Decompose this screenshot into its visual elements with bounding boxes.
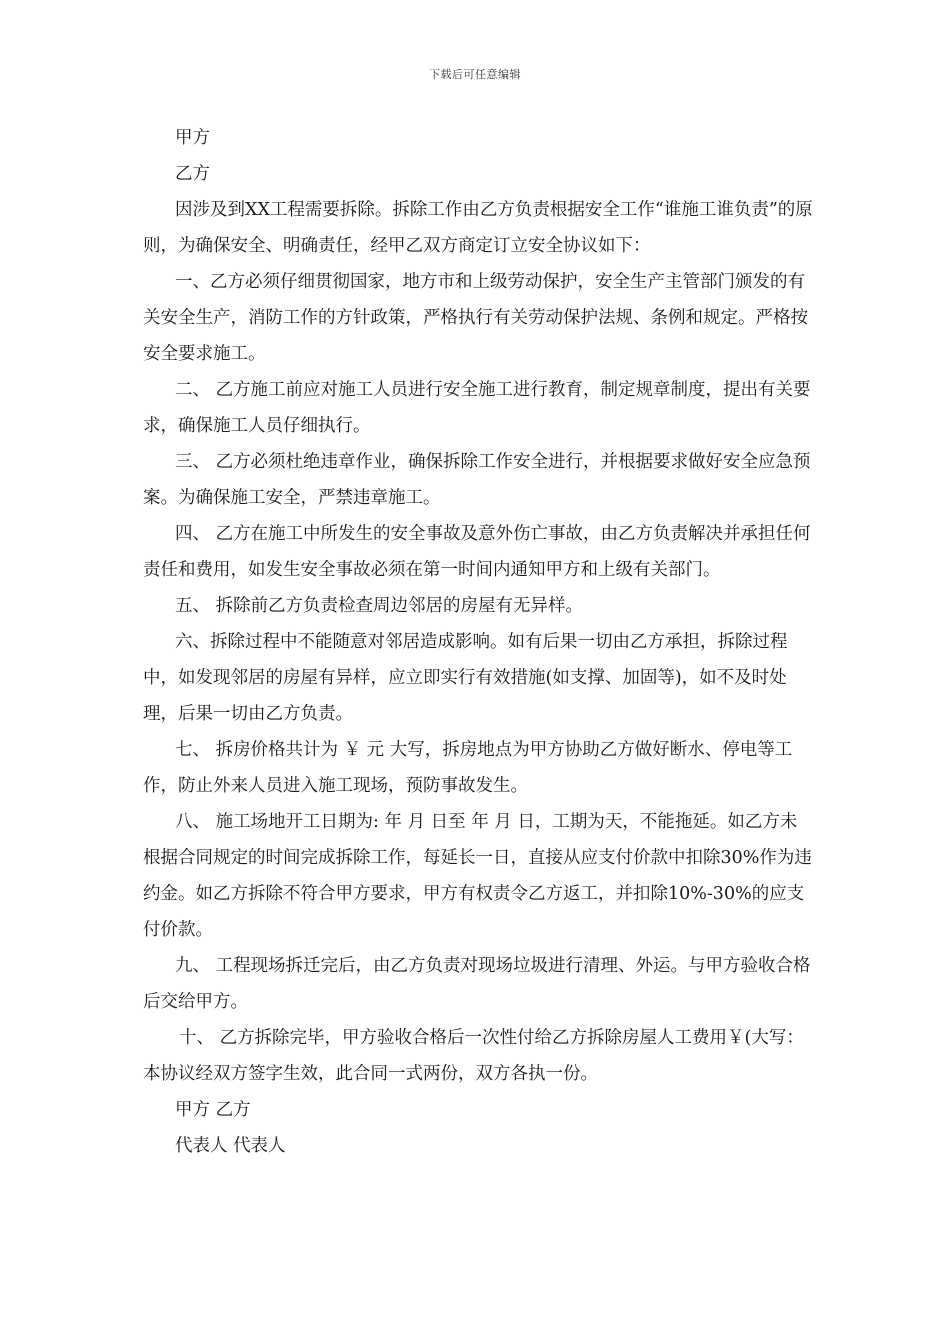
page-header: 下载后可任意编辑 xyxy=(429,68,521,81)
clause-4: 四、 乙方在施工中所发生的安全事故及意外伤亡事故，由乙方负责解决并承担任何责任和费用，如发生安全事故必须在第一时间内通知甲方和上级有关部门。 xyxy=(143,524,811,580)
clause-7: 七、 拆房价格共计为 ￥ 元 大写，拆房地点为甲方协助乙方做好断水、停电等工作，防止外来人员进入施工现场，预防事故发生。 xyxy=(143,740,793,796)
clause-5: 五、 拆除前乙方负责检查周边邻居的房屋有无异样。 xyxy=(175,596,584,616)
agreement-body xyxy=(143,120,813,1164)
clause-10: 十、 乙方拆除完毕，甲方验收合格后一次性付给乙方拆除房屋人工费用￥(大写：本协议经双方签字生效，此合同一式两份，双方各执一份。 xyxy=(143,1028,804,1084)
party-b-label: 乙方 xyxy=(175,164,210,184)
clause-3: 三、 乙方必须杜绝违章作业，确保拆除工作安全进行，并根据要求做好安全应急预案。为确保施工安全，严禁违章施工。 xyxy=(143,452,811,508)
party-a-label: 甲方 xyxy=(175,128,210,148)
clause-2: 二、 乙方施工前应对施工人员进行安全施工进行教育，制定规章制度，提出有关要求，确保施工人员仔细执行。 xyxy=(143,380,811,436)
signature-parties: 甲方 乙方 xyxy=(175,1100,251,1120)
signature-representatives: 代表人 代表人 xyxy=(175,1136,286,1156)
clause-6: 六、拆除过程中不能随意对邻居造成影响。如有后果一切由乙方承担，拆除过程中，如发现邻居的房屋有异样，应立即实行有效措施(如支撑、加固等)，如不及时处理，后果一切由乙方负责。 xyxy=(143,632,788,724)
clause-8: 八、 施工场地开工日期为: 年 月 日至 年 月 日，工期为天，不能拖延。如乙方未根据合同规定的时间完成拆除工作，每延长一日，直接从应支付价款中扣除30%作为违约金。如乙方拆除不符合甲方要求，甲方有权责令乙方返工，并扣除10%-30%的应支付价款。 xyxy=(143,812,812,940)
clause-9: 九、 工程现场拆迁完后，由乙方负责对现场垃圾进行清理、外运。与甲方验收合格后交给甲方。 xyxy=(143,956,811,1012)
clause-1: 一、乙方必须仔细贯彻国家，地方市和上级劳动保护，安全生产主管部门颁发的有关安全生产，消防工作的方针政策，严格执行有关劳动保护法规、条例和规定。严格按安全要求施工。 xyxy=(143,272,808,364)
intro-paragraph: 因涉及到XX工程需要拆除。拆除工作由乙方负责根据安全工作“谁施工谁负责”的原则，为确保安全、明确责任，经甲乙双方商定订立安全协议如下： xyxy=(143,200,813,256)
